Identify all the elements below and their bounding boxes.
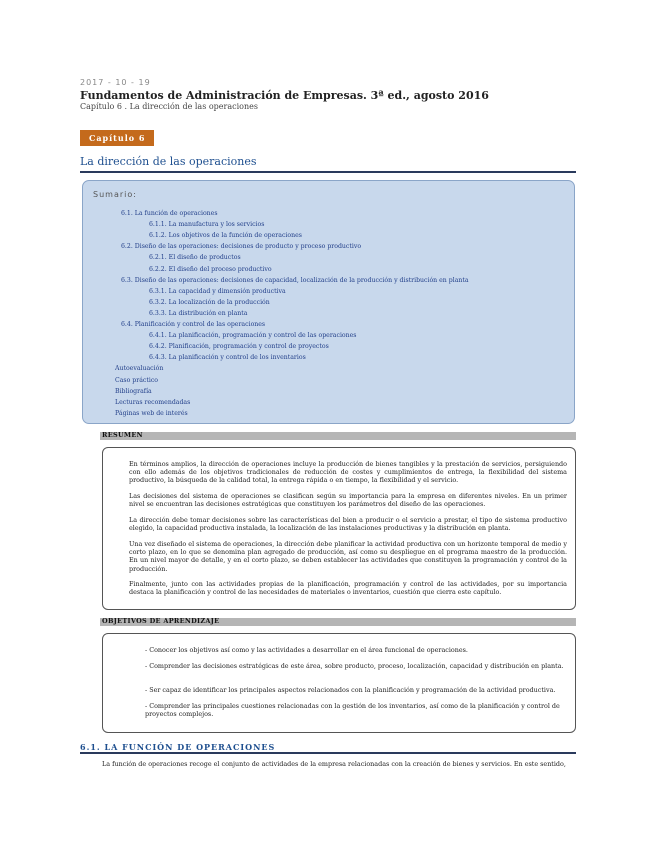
chapter-divider xyxy=(80,171,576,173)
section-divider xyxy=(80,752,576,754)
toc-item[interactable]: Bibliografía xyxy=(115,387,152,395)
objetivos-bar xyxy=(100,618,576,626)
resumen-bar xyxy=(100,432,576,440)
toc-item[interactable]: 6.2.2. El diseño del proceso productivo xyxy=(149,265,272,273)
summary-box xyxy=(82,180,575,424)
toc-item[interactable]: Caso práctico xyxy=(115,376,159,384)
toc-item[interactable]: 6.3.3. La distribución en planta xyxy=(149,309,248,317)
toc-item[interactable]: 6.3. Diseño de las operaciones: decisiones de capacidad, localización de la producción y distribución en planta xyxy=(121,276,469,284)
toc-item[interactable]: 6.3.2. La localización de la producción xyxy=(149,298,270,306)
objective-item: - Comprender las decisiones estratégicas de este área, sobre producto, proceso, localización, capacidad y distribución en planta. xyxy=(145,662,564,670)
document-date: 2017 - 10 - 19 xyxy=(80,78,151,87)
chapter-title: La dirección de las operaciones xyxy=(80,155,257,168)
objective-item: - Comprender las principales cuestiones relacionadas con la gestión de los inventarios, así como de la planificación y control de proyectos complejos. xyxy=(145,702,560,719)
summary-heading: Sumario: xyxy=(93,190,137,199)
toc-item[interactable]: 6.2. Diseño de las operaciones: decisiones de producto y proceso productivo xyxy=(121,243,362,251)
resumen-paragraph: Las decisiones del sistema de operaciones se clasifican según su importancia para la empresa en diferentes niveles. En un primer nivel se encuentran las decisiones estratégicas que constituyen los parámetros del diseño de las operaciones. xyxy=(129,492,567,509)
toc-item[interactable]: 6.1. La función de operaciones xyxy=(121,210,218,217)
toc-item[interactable]: 6.4.3. La planificación y control de los inventarios xyxy=(149,354,306,362)
toc-item[interactable]: Lecturas recomendadas xyxy=(115,398,191,406)
resumen-paragraph: Finalmente, junto con las actividades propias de la planificación, programación y control de las actividades, por su importancia destaca la planificación y control de las necesidades de materiales o inventarios, cuestión que cierra este capítulo. xyxy=(129,580,567,597)
toc-item[interactable]: 6.2.1. El diseño de productos xyxy=(149,254,241,262)
resumen-box xyxy=(102,447,576,610)
objective-item: - Ser capaz de identificar los principales aspectos relacionados con la planificación y programación de la actividad productiva. xyxy=(145,686,556,694)
resumen-paragraph: En términos amplios, la dirección de operaciones incluye la producción de bienes tangibles y la prestación de servicios, persiguiendo con ello además de los objetivos tradicionales de reducción de costes y cumplimientos de entrega, la flexibilidad del sistema productivo, la búsqueda de la calidad total, la entrega rápida o en tiempo, la flexibilidad y el servicio. xyxy=(129,460,567,485)
toc-item[interactable]: 6.4. Planificación y control de las operaciones xyxy=(121,321,266,328)
objective-item: - Conocer los objetivos así como y las actividades a desarrollar en el área funcional de operaciones. xyxy=(145,646,468,654)
toc-item[interactable]: Páginas web de interés xyxy=(115,409,188,417)
toc-item[interactable]: 6.4.1. La planificación, programación y control de las operaciones xyxy=(149,332,357,340)
section-heading: 6.1. LA FUNCIÓN DE OPERACIONES xyxy=(80,742,276,752)
chapter-subtitle: Capítulo 6 . La dirección de las operaciones xyxy=(80,102,258,111)
chapter-badge: Capítulo 6 xyxy=(80,130,154,146)
objetivos-label: OBJETIVOS DE APRENDIZAJE xyxy=(102,617,220,625)
toc-item[interactable]: 6.3.1. La capacidad y dimensión productiva xyxy=(149,287,286,295)
section-body-text: La función de operaciones recoge el conjunto de actividades de la empresa relacionadas con la creación de bienes y servicios. En este sentido, xyxy=(102,760,566,768)
book-title: Fundamentos de Administración de Empresas. 3ª ed., agosto 2016 xyxy=(80,89,489,102)
toc-item[interactable]: 6.4.2. Planificación, programación y control de proyectos xyxy=(149,343,329,351)
objetivos-box xyxy=(102,633,576,733)
summary-toc xyxy=(83,181,574,423)
toc-item[interactable]: Autoevaluación xyxy=(115,365,164,373)
toc-item[interactable]: 6.1.2. Los objetivos de la función de operaciones xyxy=(149,232,302,240)
resumen-label: RESUMEN xyxy=(102,431,143,439)
resumen-paragraph: Una vez diseñado el sistema de operaciones, la dirección debe planificar la actividad productiva con un horizonte temporal de medio y corto plazo, en lo que se denomina plan agregado de producción, así como su despliegue en el programa maestro de la producción. En un nivel mayor de detalle, y en el corto plazo, se deben establecer las actividades que constituyen la programación y control de la producción. xyxy=(129,540,567,573)
toc-item[interactable]: 6.1.1. La manufactura y los servicios xyxy=(149,221,265,229)
resumen-paragraph: La dirección debe tomar decisiones sobre las características del bien a producir o el servicio a prestar, el tipo de sistema productivo elegido, la capacidad productiva instalada, la localización de las instalaciones productivas y la distribución en planta. xyxy=(129,516,567,533)
